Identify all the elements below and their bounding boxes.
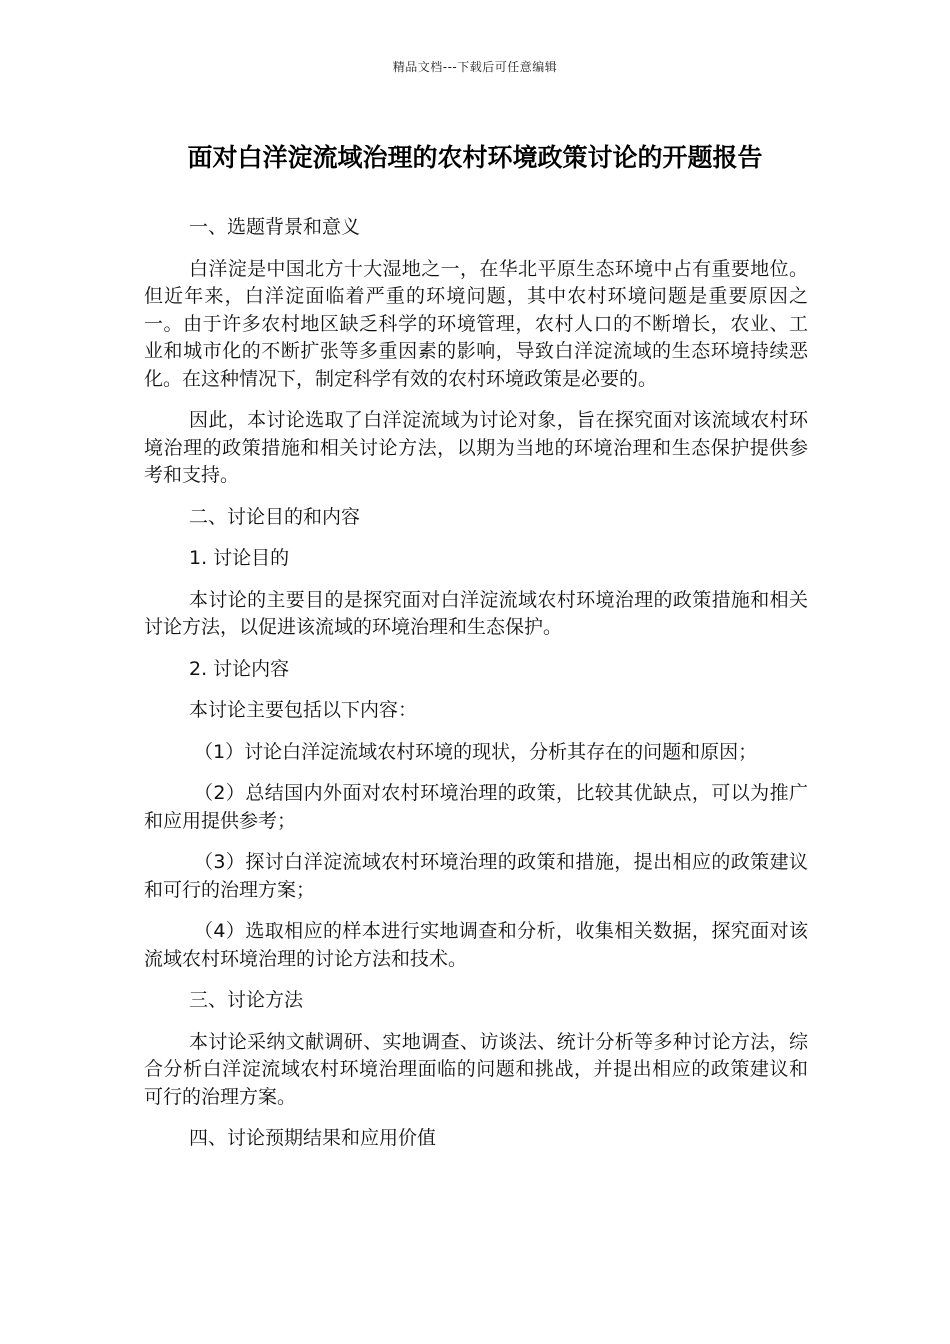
document-body: [144, 214, 808, 1167]
section-heading-objectives: 二、讨论目的和内容: [189, 505, 361, 528]
section-heading-methods: 三、讨论方法: [189, 989, 304, 1011]
paragraph-methods: 本讨论采纳文献调研、实地调查、访谈法、统计分析等多种讨论方法，综合分析白洋淀流域农村环境治理面临的问题和挑战，并提出相应的政策建议和可行的治理方案。: [144, 1030, 808, 1108]
paragraph-objective: 本讨论的主要目的是探究面对白洋淀流域农村环境治理的政策措施和相关讨论方法，以促进该流域的环境治理和生态保护。: [144, 588, 808, 638]
list-item-4: （4）选取相应的样本进行实地调查和分析，收集相关数据，探究面对该流域农村环境治理的讨论方法和技术。: [144, 920, 808, 970]
paragraph-purpose-intro: 因此，本讨论选取了白洋淀流域为讨论对象，旨在探究面对该流域农村环境治理的政策措施和相关讨论方法，以期为当地的环境治理和生态保护提供参考和支持。: [144, 409, 808, 486]
document-title: 面对白洋淀流域治理的农村环境政策讨论的开题报告: [187, 143, 763, 172]
paragraph-background: 白洋淀是中国北方十大湿地之一，在华北平原生态环境中占有重要地位。但近年来，白洋淀面临着严重的环境问题，其中农村环境问题是重要原因之一。由于许多农村地区缺乏科学的环境管理，农村人口的不断增长，农业、工业和城市化的不断扩张等多重因素的影响，导致白洋淀流域的生态环境持续恶化。在这种情况下，制定科学有效的农村环境政策是必要的。: [144, 257, 808, 390]
list-item-2: （2）总结国内外面对农村环境治理的政策，比较其优缺点，可以为推广和应用提供参考；: [144, 782, 808, 832]
section-heading-background: 一、选题背景和意义: [189, 216, 361, 238]
header-note: 精品文档---下载后可任意编辑: [392, 60, 558, 74]
list-item-1: （1）讨论白洋淀流域农村环境的现状，分析其存在的问题和原因；: [194, 740, 758, 763]
subheading-objective: 1. 讨论目的: [189, 547, 290, 569]
list-item-3: （3）探讨白洋淀流域农村环境治理的政策和措施，提出相应的政策建议和可行的治理方案；: [144, 851, 808, 901]
section-heading-expected-results: 四、讨论预期结果和应用价值: [189, 1127, 437, 1149]
subheading-content: 2. 讨论内容: [189, 657, 290, 680]
paragraph-content-intro: 本讨论主要包括以下内容：: [189, 699, 418, 721]
